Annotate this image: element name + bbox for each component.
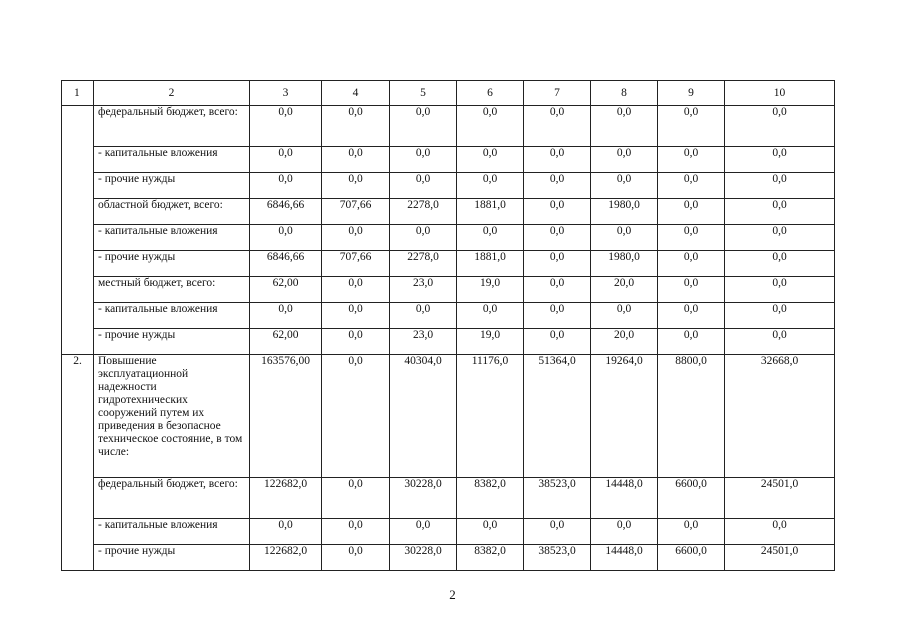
cell-value: 0,0	[322, 106, 390, 147]
cell-value: 0,0	[322, 277, 390, 303]
cell-value: 0,0	[591, 303, 658, 329]
cell-value: 0,0	[322, 478, 390, 519]
cell-value: 0,0	[725, 147, 835, 173]
cell-value: 0,0	[322, 519, 390, 545]
cell-value: 19,0	[457, 329, 524, 355]
cell-value: 0,0	[524, 225, 591, 251]
cell-value: 40304,0	[390, 355, 457, 478]
cell-value: 707,66	[322, 199, 390, 225]
cell-value: 23,0	[390, 329, 457, 355]
cell-value: 0,0	[322, 173, 390, 199]
header-row	[62, 81, 835, 106]
budget-table	[61, 80, 835, 571]
cell-value: 51364,0	[524, 355, 591, 478]
cell-value: 0,0	[725, 106, 835, 147]
cell-value: 0,0	[250, 225, 322, 251]
row-label: федеральный бюджет, всего:	[94, 106, 250, 147]
cell-value: 8800,0	[658, 355, 725, 478]
cell-value: 24501,0	[725, 478, 835, 519]
cell-value: 14448,0	[591, 545, 658, 571]
cell-value: 8382,0	[457, 478, 524, 519]
cell-value: 0,0	[658, 106, 725, 147]
cell-value: 6600,0	[658, 545, 725, 571]
cell-value: 0,0	[591, 225, 658, 251]
cell-value: 122682,0	[250, 478, 322, 519]
cell-value: 1980,0	[591, 199, 658, 225]
column-header: 8	[591, 81, 658, 106]
cell-value: 6846,66	[250, 199, 322, 225]
cell-value: 0,0	[591, 106, 658, 147]
cell-value: 0,0	[658, 277, 725, 303]
cell-value: 19,0	[457, 277, 524, 303]
cell-value: 0,0	[658, 225, 725, 251]
column-header: 3	[250, 81, 322, 106]
cell-value: 0,0	[658, 329, 725, 355]
table-row	[62, 545, 835, 571]
row-label: - капитальные вложения	[94, 147, 250, 173]
cell-value: 0,0	[725, 519, 835, 545]
cell-value: 0,0	[591, 173, 658, 199]
column-header: 10	[725, 81, 835, 106]
column-header: 5	[390, 81, 457, 106]
row-label: Повышение эксплуатационной надежности гидротехнических сооружений путем их приведения в безопасное техническое состояние, в том числе:	[94, 355, 250, 478]
cell-value: 0,0	[658, 251, 725, 277]
cell-value: 0,0	[322, 545, 390, 571]
table-row	[62, 147, 835, 173]
cell-value: 1881,0	[457, 251, 524, 277]
cell-value: 0,0	[524, 303, 591, 329]
table-row	[62, 251, 835, 277]
cell-value: 14448,0	[591, 478, 658, 519]
row-label: - капитальные вложения	[94, 225, 250, 251]
cell-value: 0,0	[457, 225, 524, 251]
row-label: местный бюджет, всего:	[94, 277, 250, 303]
cell-value: 30228,0	[390, 478, 457, 519]
page-number: 2	[449, 587, 456, 602]
cell-value: 0,0	[524, 329, 591, 355]
cell-value: 0,0	[524, 106, 591, 147]
row-label: - прочие нужды	[94, 329, 250, 355]
cell-value: 0,0	[457, 106, 524, 147]
cell-value: 0,0	[524, 251, 591, 277]
table-row	[62, 173, 835, 199]
cell-value: 0,0	[322, 147, 390, 173]
cell-value: 0,0	[725, 277, 835, 303]
cell-value: 32668,0	[725, 355, 835, 478]
column-header: 9	[658, 81, 725, 106]
column-header: 6	[457, 81, 524, 106]
cell-value: 0,0	[524, 277, 591, 303]
table-row	[62, 199, 835, 225]
cell-value: 62,00	[250, 329, 322, 355]
cell-value: 19264,0	[591, 355, 658, 478]
table-row	[62, 519, 835, 545]
cell-value: 23,0	[390, 277, 457, 303]
cell-value: 0,0	[457, 173, 524, 199]
cell-value: 0,0	[591, 519, 658, 545]
cell-value: 0,0	[390, 225, 457, 251]
cell-value: 0,0	[725, 303, 835, 329]
row-label: - капитальные вложения	[94, 519, 250, 545]
cell-value: 0,0	[390, 519, 457, 545]
cell-value: 0,0	[658, 173, 725, 199]
cell-value: 20,0	[591, 277, 658, 303]
cell-value: 6846,66	[250, 251, 322, 277]
column-header: 7	[524, 81, 591, 106]
cell-value: 0,0	[658, 199, 725, 225]
table-row	[62, 225, 835, 251]
cell-value: 38523,0	[524, 478, 591, 519]
cell-value: 2278,0	[390, 199, 457, 225]
cell-value: 0,0	[250, 303, 322, 329]
cell-value: 0,0	[658, 519, 725, 545]
cell-value: 6600,0	[658, 478, 725, 519]
cell-value: 0,0	[725, 251, 835, 277]
cell-value: 0,0	[725, 173, 835, 199]
row-index	[62, 106, 94, 355]
cell-value: 0,0	[658, 303, 725, 329]
cell-value: 38523,0	[524, 545, 591, 571]
cell-value: 0,0	[524, 147, 591, 173]
cell-value: 0,0	[322, 355, 390, 478]
cell-value: 0,0	[250, 519, 322, 545]
cell-value: 1881,0	[457, 199, 524, 225]
cell-value: 24501,0	[725, 545, 835, 571]
table-row	[62, 106, 835, 147]
row-index: 2.	[62, 355, 94, 571]
cell-value: 0,0	[457, 147, 524, 173]
column-header: 2	[94, 81, 250, 106]
cell-value: 30228,0	[390, 545, 457, 571]
cell-value: 0,0	[725, 199, 835, 225]
row-label: - капитальные вложения	[94, 303, 250, 329]
cell-value: 0,0	[457, 519, 524, 545]
cell-value: 0,0	[322, 303, 390, 329]
cell-value: 0,0	[524, 173, 591, 199]
cell-value: 0,0	[390, 173, 457, 199]
cell-value: 0,0	[658, 147, 725, 173]
cell-value: 0,0	[322, 329, 390, 355]
cell-value: 0,0	[390, 147, 457, 173]
column-header: 4	[322, 81, 390, 106]
table-row	[62, 303, 835, 329]
cell-value: 0,0	[250, 147, 322, 173]
cell-value: 122682,0	[250, 545, 322, 571]
row-label: областной бюджет, всего:	[94, 199, 250, 225]
row-label: - прочие нужды	[94, 545, 250, 571]
cell-value: 163576,00	[250, 355, 322, 478]
column-header: 1	[62, 81, 94, 106]
cell-value: 0,0	[390, 106, 457, 147]
table-row	[62, 355, 835, 478]
cell-value: 0,0	[524, 519, 591, 545]
cell-value: 2278,0	[390, 251, 457, 277]
row-label: федеральный бюджет, всего:	[94, 478, 250, 519]
row-label: - прочие нужды	[94, 251, 250, 277]
table-row	[62, 478, 835, 519]
cell-value: 11176,0	[457, 355, 524, 478]
cell-value: 707,66	[322, 251, 390, 277]
cell-value: 0,0	[322, 225, 390, 251]
table-row	[62, 277, 835, 303]
cell-value: 20,0	[591, 329, 658, 355]
cell-value: 0,0	[591, 147, 658, 173]
row-label: - прочие нужды	[94, 173, 250, 199]
cell-value: 0,0	[250, 173, 322, 199]
cell-value: 0,0	[524, 199, 591, 225]
cell-value: 1980,0	[591, 251, 658, 277]
table-row	[62, 329, 835, 355]
cell-value: 0,0	[725, 329, 835, 355]
cell-value: 0,0	[390, 303, 457, 329]
cell-value: 0,0	[725, 225, 835, 251]
cell-value: 62,00	[250, 277, 322, 303]
cell-value: 0,0	[250, 106, 322, 147]
cell-value: 0,0	[457, 303, 524, 329]
cell-value: 8382,0	[457, 545, 524, 571]
